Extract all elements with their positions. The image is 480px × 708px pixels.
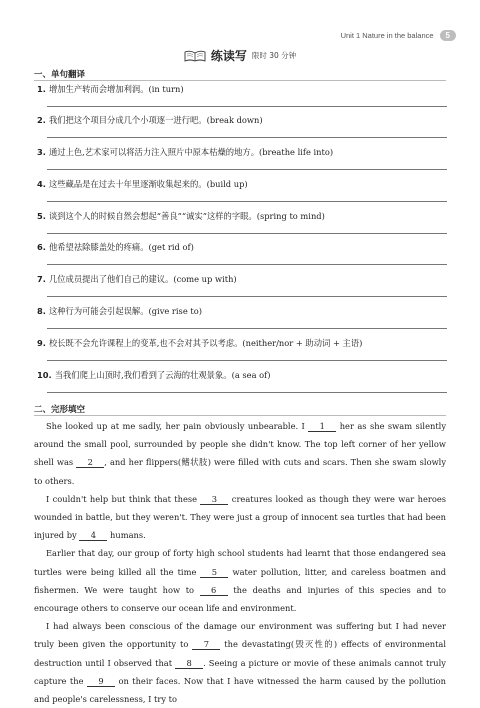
page-number-badge: 5 (440, 30, 456, 41)
text-run: humans. (110, 530, 146, 541)
question-text: 通过上色,艺术家可以将活力注入照片中原本枯燥的地方。(breathe life into) (48, 147, 334, 157)
answer-line[interactable] (47, 201, 447, 202)
blank-5[interactable]: 5 (200, 567, 228, 578)
running-header (341, 30, 456, 41)
text-run: on their faces. Now that I have witnessed the harm caused by the pollution and people's carelessness, I try to (34, 675, 447, 705)
section-title (0, 47, 480, 64)
question-7 (37, 273, 447, 285)
text-run: creatures looked as though they were war heroes wounded in battle, but they weren't. They were just a group of innocent sea turtles that had been injured by (34, 493, 447, 541)
question-number: 4. (37, 179, 46, 189)
question-3 (37, 146, 447, 158)
question-number: 10. (37, 370, 52, 380)
question-number: 7. (37, 274, 46, 284)
blank-1[interactable]: 1 (308, 421, 336, 432)
answer-line[interactable] (47, 137, 447, 138)
answer-line[interactable] (47, 328, 447, 329)
text-run: I couldn't help but think that these (46, 493, 198, 504)
answer-line[interactable] (47, 233, 447, 234)
text-run: I had always been conscious of the damage our environment was suffering but I had never truly been given the opportunity to (34, 621, 446, 650)
blank-3[interactable]: 3 (200, 494, 228, 505)
question-text: 校长既不会允许课程上的变革,也不会对其予以考虑。(neither/nor + 助动词 + 主语) (48, 338, 363, 348)
question-number: 2. (37, 115, 46, 125)
section1-heading: 一、单句翻译 (34, 70, 86, 80)
question-10 (37, 369, 447, 381)
question-6 (37, 241, 447, 253)
text-run: , and her flippers(鳍状肢) were filled with cuts and scars. Then she swam slowly to others. (34, 457, 447, 486)
answer-line[interactable] (47, 169, 447, 170)
answer-line[interactable] (47, 392, 447, 393)
question-number: 6. (37, 242, 46, 252)
text-run: She looked up at me sadly, her pain obviously unbearable. I (46, 421, 305, 431)
text-run: the devastating(毁灭性的) effects of environmental destruction until I observed that (34, 639, 447, 668)
blank-2[interactable]: 2 (76, 457, 104, 468)
section2-divider (34, 415, 446, 416)
question-number: 8. (37, 306, 46, 316)
question-2 (37, 114, 447, 126)
question-text: 增加生产转而会增加利润。(in turn) (48, 84, 184, 94)
blank-7[interactable]: 7 (192, 639, 220, 650)
question-5 (37, 210, 447, 222)
question-text: 他希望祛除膝盖处的疼痛。(get rid of) (48, 242, 194, 252)
paragraph-4 (34, 617, 446, 708)
blank-9[interactable]: 9 (87, 676, 115, 687)
time-limit: 限时 30 分钟 (251, 51, 297, 60)
question-8 (37, 305, 447, 317)
text-run: her as she swam silently around the small pool, surrounded by people she didn't know. The top left corner of her yellow shell was (34, 421, 447, 468)
section1-divider (34, 80, 446, 81)
text-run: Earlier that day, our group of forty high school students had learnt that those endangered sea turtles were being killed all the time (34, 548, 446, 577)
question-text: 这种行为可能会引起误解。(give rise to) (48, 306, 202, 316)
text-run: water pollution, litter, and careless boatmen and fishermen. We were taught how to (34, 566, 447, 595)
answer-line[interactable] (47, 264, 447, 265)
question-number: 5. (37, 211, 46, 221)
paragraph-1 (34, 417, 446, 490)
section2-heading: 二、完形填空 (34, 405, 86, 415)
question-text: 几位成员提出了他们自己的建议。(come up with) (48, 274, 237, 284)
answer-line[interactable] (47, 360, 447, 361)
question-text: 这些藏品是在过去十年里逐渐收集起来的。(build up) (48, 179, 248, 189)
question-1 (37, 83, 447, 95)
question-number: 3. (37, 147, 46, 157)
paragraph-2 (34, 490, 446, 545)
unit-title: Unit 1 Nature in the balance (340, 31, 434, 40)
question-text: 我们把这个项目分成几个小项逐一进行吧。(break down) (48, 115, 263, 125)
blank-6[interactable]: 6 (200, 585, 228, 596)
question-9 (37, 337, 447, 349)
open-book-icon (184, 50, 206, 62)
question-text: 当我们爬上山顶时,我们看到了云海的壮观景象。(a sea of) (54, 370, 271, 380)
answer-line[interactable] (47, 106, 447, 107)
cloze-passage (34, 417, 446, 708)
text-run: . Seeing a picture or movie of these animals cannot truly capture the (34, 657, 446, 686)
question-4 (37, 178, 447, 190)
question-text: 谈到这个人的时候自然会想起“善良”“诚实”这样的字眼。(spring to mind) (48, 211, 325, 221)
paragraph-3 (34, 544, 446, 617)
question-number: 1. (37, 84, 46, 94)
blank-8[interactable]: 8 (175, 658, 203, 669)
blank-4[interactable]: 4 (79, 530, 107, 541)
question-number: 9. (37, 338, 46, 348)
answer-line[interactable] (47, 296, 447, 297)
title-main: 练读写 (210, 49, 247, 63)
text-run: the deaths and injuries of this species and to encourage others to conserve our ocean life and environment. (34, 584, 447, 614)
